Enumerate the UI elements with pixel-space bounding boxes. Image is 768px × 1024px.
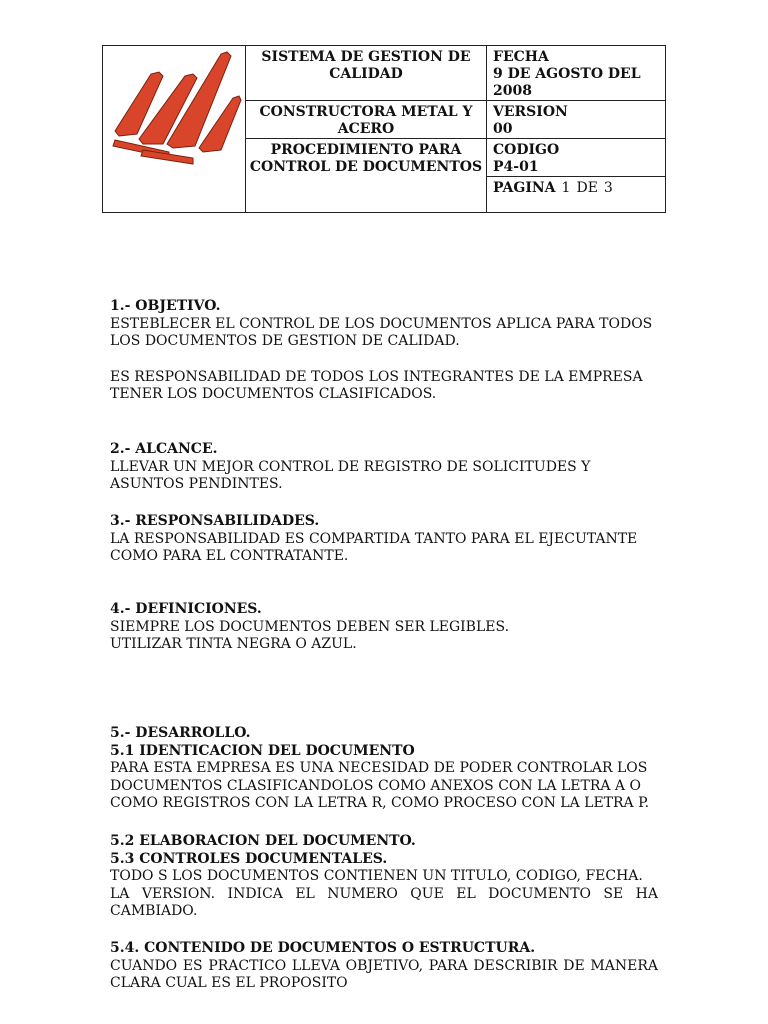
identificacion-paragraph: PARA ESTA EMPRESA ES UNA NECESIDAD DE PODER CONTROLAR LOS DOCUMENTOS CLASIFICANDOLOS COMO ANEXOS CON LA LETRA A O COMO REGISTROS CON LA LETRA R, COMO PROCESO CON LA LETRA P. [110,760,650,811]
identificacion-heading: 5.1 IDENTICACION DEL DOCUMENTO [110,742,415,759]
desarrollo-heading: 5.- DESARROLLO. [110,725,251,741]
system-title: SISTEMA DE GESTION DE CALIDAD [261,49,471,82]
objetivo-paragraph-1: ESTEBLECER EL CONTROL DE LOS DOCUMENTOS APLICA PARA TODOS LOS DOCUMENTOS DE GESTION DE CALIDAD. [110,315,653,349]
pagina-cell [487,177,666,213]
company-logo [103,46,245,209]
controles-heading: 5.3 CONTROLES DOCUMENTALES. [110,850,388,867]
company-logo-cell [103,46,246,213]
section-elaboracion [110,833,658,921]
procedure-title-cell [246,139,487,213]
responsabilidades-heading: 3.- RESPONSABILIDADES. [110,513,320,529]
definiciones-line-2: UTILIZAR TINTA NEGRA O AZUL. [110,636,357,652]
section-desarrollo [110,725,658,813]
controles-line-2: LA VERSION. INDICA EL NUMERO QUE EL DOCUMENTO SE HA CAMBIADO. [110,885,658,919]
document-header-table [102,45,666,213]
fecha-value: 9 DE AGOSTO DEL 2008 [493,66,641,99]
section-definiciones [110,601,658,654]
version-label: VERSION [493,104,568,120]
pagina-num: 1 [561,180,571,196]
procedure-title: PROCEDIMIENTO PARA CONTROL DE DOCUMENTOS [249,142,483,175]
codigo-value: P4-01 [493,159,539,175]
definiciones-line-1: SIEMPRE LOS DOCUMENTOS DEBEN SER LEGIBLES. [110,618,510,635]
controles-line-1: TODO S LOS DOCUMENTOS CONTIENEN UN TITULO, CODIGO, FECHA. [110,868,643,884]
version-value: 00 [493,121,513,137]
fecha-label: FECHA [493,49,549,65]
definiciones-heading: 4.- DEFINICIONES. [110,601,262,617]
fecha-cell [487,46,666,101]
contenido-heading: 5.4. CONTENIDO DE DOCUMENTOS O ESTRUCTURA. [110,940,536,956]
responsabilidades-paragraph: LA RESPONSABILIDAD ES COMPARTIDA TANTO PARA EL EJECUTANTE COMO PARA EL CONTRATANTE. [110,530,638,564]
codigo-cell [487,139,666,177]
pagina-label: PAGINA [493,180,556,196]
section-alcance [110,441,658,494]
elaboracion-heading: 5.2 ELABORACION DEL DOCUMENTO. [110,833,416,849]
company-name: CONSTRUCTORA METAL Y ACERO [259,104,473,137]
alcance-heading: 2.- ALCANCE. [110,441,218,457]
alcance-paragraph: LLEVAR UN MEJOR CONTROL DE REGISTRO DE SOLICITUDES Y ASUNTOS PENDINTES. [110,458,591,492]
section-responsabilidades [110,513,658,566]
objetivo-paragraph-2: ES RESPONSABILIDAD DE TODOS LOS INTEGRANTES DE LA EMPRESA TENER LOS DOCUMENTOS CLASIFICADOS. [110,368,643,402]
version-cell [487,101,666,139]
contenido-paragraph: CUANDO ES PRACTICO LLEVA OBJETIVO, PARA DESCRIBIR DE MANERA CLARA CUAL ES EL PROPOSITO [110,957,658,991]
system-title-cell [246,46,487,101]
pagina-de: DE [576,180,598,196]
codigo-label: CODIGO [493,142,560,158]
objetivo-heading: 1.- OBJETIVO. [110,298,221,314]
company-name-cell [246,101,487,139]
pagina-total: 3 [603,180,613,196]
section-contenido [110,940,658,993]
section-objetivo [110,298,658,404]
